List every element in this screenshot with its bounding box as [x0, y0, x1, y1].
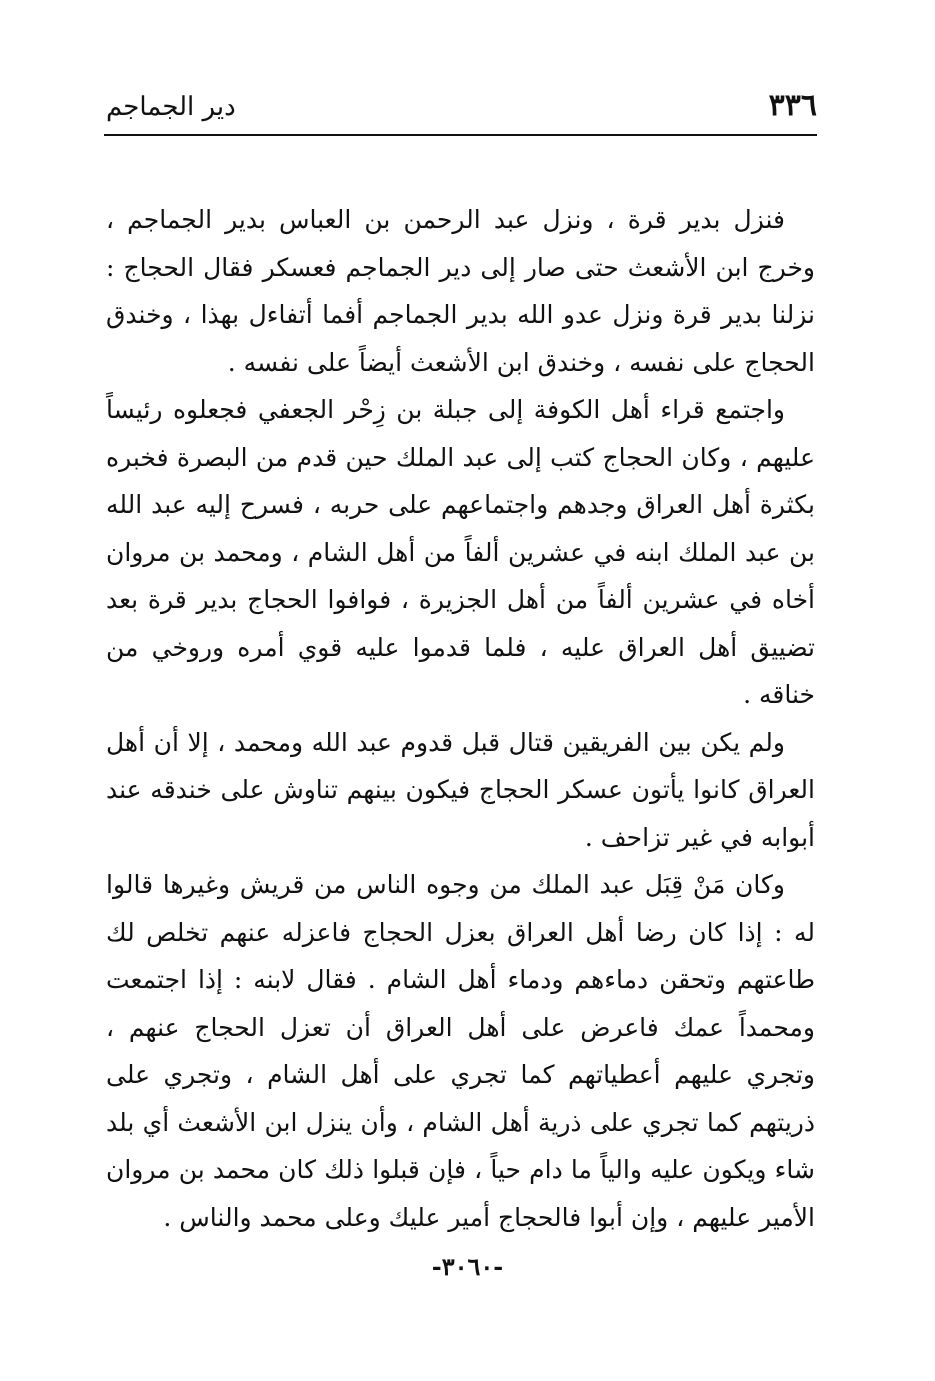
- header-rule: [104, 134, 817, 136]
- footer-page-number: -٣٠٦٠-: [431, 1252, 504, 1281]
- paragraph: واجتمع قراء أهل الكوفة إلى جبلة بن زِحْر الجعفي فجعلوه رئيساً عليهم ، وكان الحجاج كتب إلى عبد الملك حين قدم من البصرة فخبره بكثرة أهل العراق وجدهم واجتماعهم على حربه ، فسرح إليه عبد الله بن عبد الملك ابنه في عشرين ألفاً من أهل الشام ، ومحمد بن مروان أخاه في عشرين ألفاً من أهل الجزيرة ، فوافوا الحجاج بدير قرة بعد تضييق أهل العراق عليه ، فلما قدموا عليه قوي أمره وروخي من خناقه .: [106, 395, 815, 709]
- paragraph: ولم يكن بين الفريقين قتال قبل قدوم عبد الله ومحمد ، إلا أن أهل العراق كانوا يأتون عسكر الحجاج فيكون بينهم تناوش على خندقه عند أبوابه في غير تزاحف .: [106, 727, 815, 852]
- page-header: [106, 86, 817, 134]
- body-text: [106, 196, 815, 1241]
- paragraph: وكان مَنْ قِبَل عبد الملك من وجوه الناس من قريش وغيرها قالوا له : إذا كان رضا أهل العراق بعزل الحجاج فاعزله عنهم تخلص لك طاعتهم وتحقن دماءهم ودماء أهل الشام . فقال لابنه : إذا اجتمعت ومحمداً عمك فاعرض على أهل العراق أن تعزل الحجاج عنهم ، وتجري عليهم أعطياتهم كما تجري على أهل الشام ، وتجري على ذريتهم كما تجري على ذرية أهل الشام ، وأن ينزل ابن الأشعث أي بلد شاء ويكون عليه والياً ما دام حياً ، فإن قبلوا ذلك كان محمد بن مروان الأمير عليهم ، وإن أبوا فالحجاج أمير عليك وعلى محمد والناس .: [106, 870, 815, 1232]
- running-title: دير الجماجم: [106, 92, 236, 122]
- paragraph: فنزل بدير قرة ، ونزل عبد الرحمن بن العباس بدير الجماجم ، وخرج ابن الأشعث حتى صار إلى دير الجماجم فعسكر فقال الحجاج : نزلنا بدير قرة ونزل عدو الله بدير الجماجم أفما أتفاءل بهذا ، وخندق الحجاج على نفسه ، وخندق ابن الأشعث أيضاً على نفسه .: [106, 205, 815, 377]
- page-number: ٣٣٦: [768, 88, 817, 123]
